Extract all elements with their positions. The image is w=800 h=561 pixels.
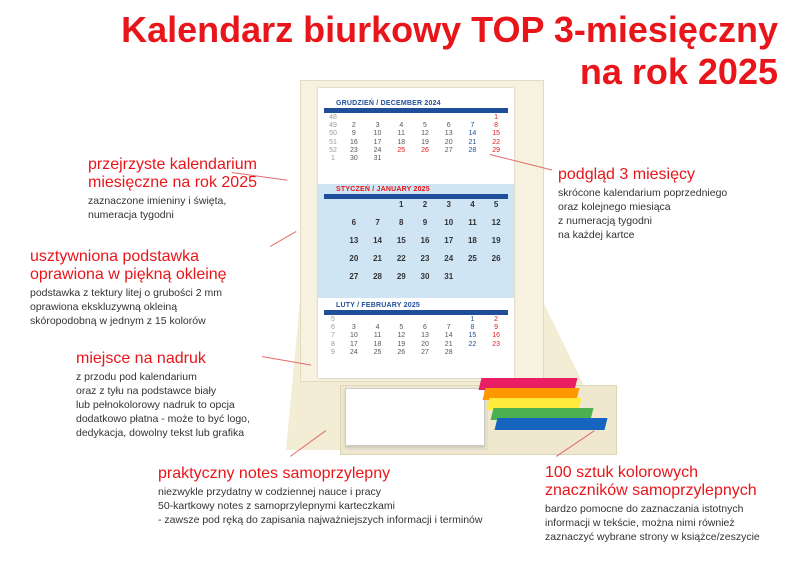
caption-desc: z przodu pod kalendarium	[76, 371, 197, 383]
caption-desc: dedykacja, dowolny tekst lub grafika	[76, 427, 245, 439]
month-february	[318, 302, 514, 357]
caption-desc: podstawka z tektury litej o grubości 2 mm	[30, 287, 222, 299]
caption-desc: z numeracją tygodni	[558, 215, 652, 227]
caption-podglad	[558, 166, 727, 242]
caption-desc: oprawiona ekskluzywną okleiną	[30, 301, 178, 313]
caption-heading: praktyczny notes samoprzylepny	[158, 465, 391, 482]
weekday-bar	[324, 194, 508, 199]
month-title-february: LUTY / FEBRUARY 2025	[336, 302, 421, 309]
page-title-line-1: Kalendarz biurkowy TOP 3-miesięczny	[121, 9, 778, 50]
caption-desc: na każdej kartce	[558, 229, 635, 241]
caption-heading: oprawiona w piękną okleinę	[30, 266, 227, 283]
caption-desc: - zawsze pod ręką do zapisania najważniejszych informacji i terminów	[158, 514, 483, 526]
caption-desc: skrócone kalendarium poprzedniego	[558, 187, 728, 199]
weekday-bar	[324, 108, 508, 113]
caption-desc: informacji w tekście, można nimi również	[545, 517, 735, 529]
index-tab-blue	[495, 418, 608, 430]
page-title-line-2: na rok 2025	[579, 51, 778, 92]
weekday-bar	[324, 310, 508, 315]
caption-heading: 100 sztuk kolorowych	[545, 464, 698, 481]
month-grid-december: 48 1 49 2 3 4 5 6 7 8 50 9 10 11 12 13 14 15 51 16 17 18 19 20 21 22 52 23 24 25 26 27 28 29 1 30 31	[329, 114, 501, 163]
caption-desc: dodatkowo płatna - może to być logo,	[76, 413, 250, 425]
caption-heading: przejrzyste kalendarium	[88, 156, 257, 173]
caption-desc: numeracja tygodni	[88, 209, 174, 221]
month-december	[318, 100, 514, 163]
caption-desc: bardzo pomocne do zaznaczania istotnych	[545, 503, 744, 515]
caption-podstawka	[30, 248, 227, 328]
caption-heading: podgląd 3 miesięcy	[558, 166, 695, 183]
caption-heading: usztywniona podstawka	[30, 248, 199, 265]
caption-kalendarium	[88, 156, 257, 222]
caption-desc: lub pełnokolorowy nadruk to opcja	[76, 399, 235, 411]
caption-nadruk	[76, 350, 250, 440]
caption-heading: miejsce na nadruk	[76, 350, 206, 367]
month-title-december: GRUDZIEŃ / DECEMBER 2024	[336, 100, 441, 107]
month-january	[318, 184, 514, 298]
caption-desc: niezwykle przydatny w codziennej nauce i pracy	[158, 486, 381, 498]
sticky-notepad	[345, 388, 485, 446]
month-grid-january: 1 2 3 4 5 6 7 8 9 10 11 12 13 14 15 16 17 18 19 20 21 22 23 24 25 26 27 28 29 30 31	[349, 200, 501, 281]
connector-line	[270, 231, 296, 247]
caption-notes	[158, 465, 482, 527]
caption-heading: znaczników samoprzylepnych	[545, 482, 757, 499]
caption-desc: skóropodobną w jednym z 15 kolorów	[30, 315, 206, 327]
month-title-january: STYCZEŃ / JANUARY 2025	[336, 186, 430, 193]
caption-znaczniki	[545, 464, 760, 544]
caption-heading: miesięczne na rok 2025	[88, 174, 257, 191]
caption-desc: zaznaczone imieniny i święta,	[88, 195, 227, 207]
calendar-sheet	[318, 88, 514, 378]
month-grid-february: 5 1 2 6 3 4 5 6 7 8 9 7 10 11 12 13 14 15 16 8 17 18 19 20 21 22 23 9 24 25 26 27 28	[331, 316, 501, 356]
caption-desc: oraz z tyłu na podstawce biały	[76, 385, 217, 397]
caption-desc: 50-kartkowy notes z samoprzylepnymi karteczkami	[158, 500, 395, 512]
caption-desc: zaznaczyć wybrane strony w książce/zeszycie	[545, 531, 760, 543]
caption-desc: oraz kolejnego miesiąca	[558, 201, 671, 213]
